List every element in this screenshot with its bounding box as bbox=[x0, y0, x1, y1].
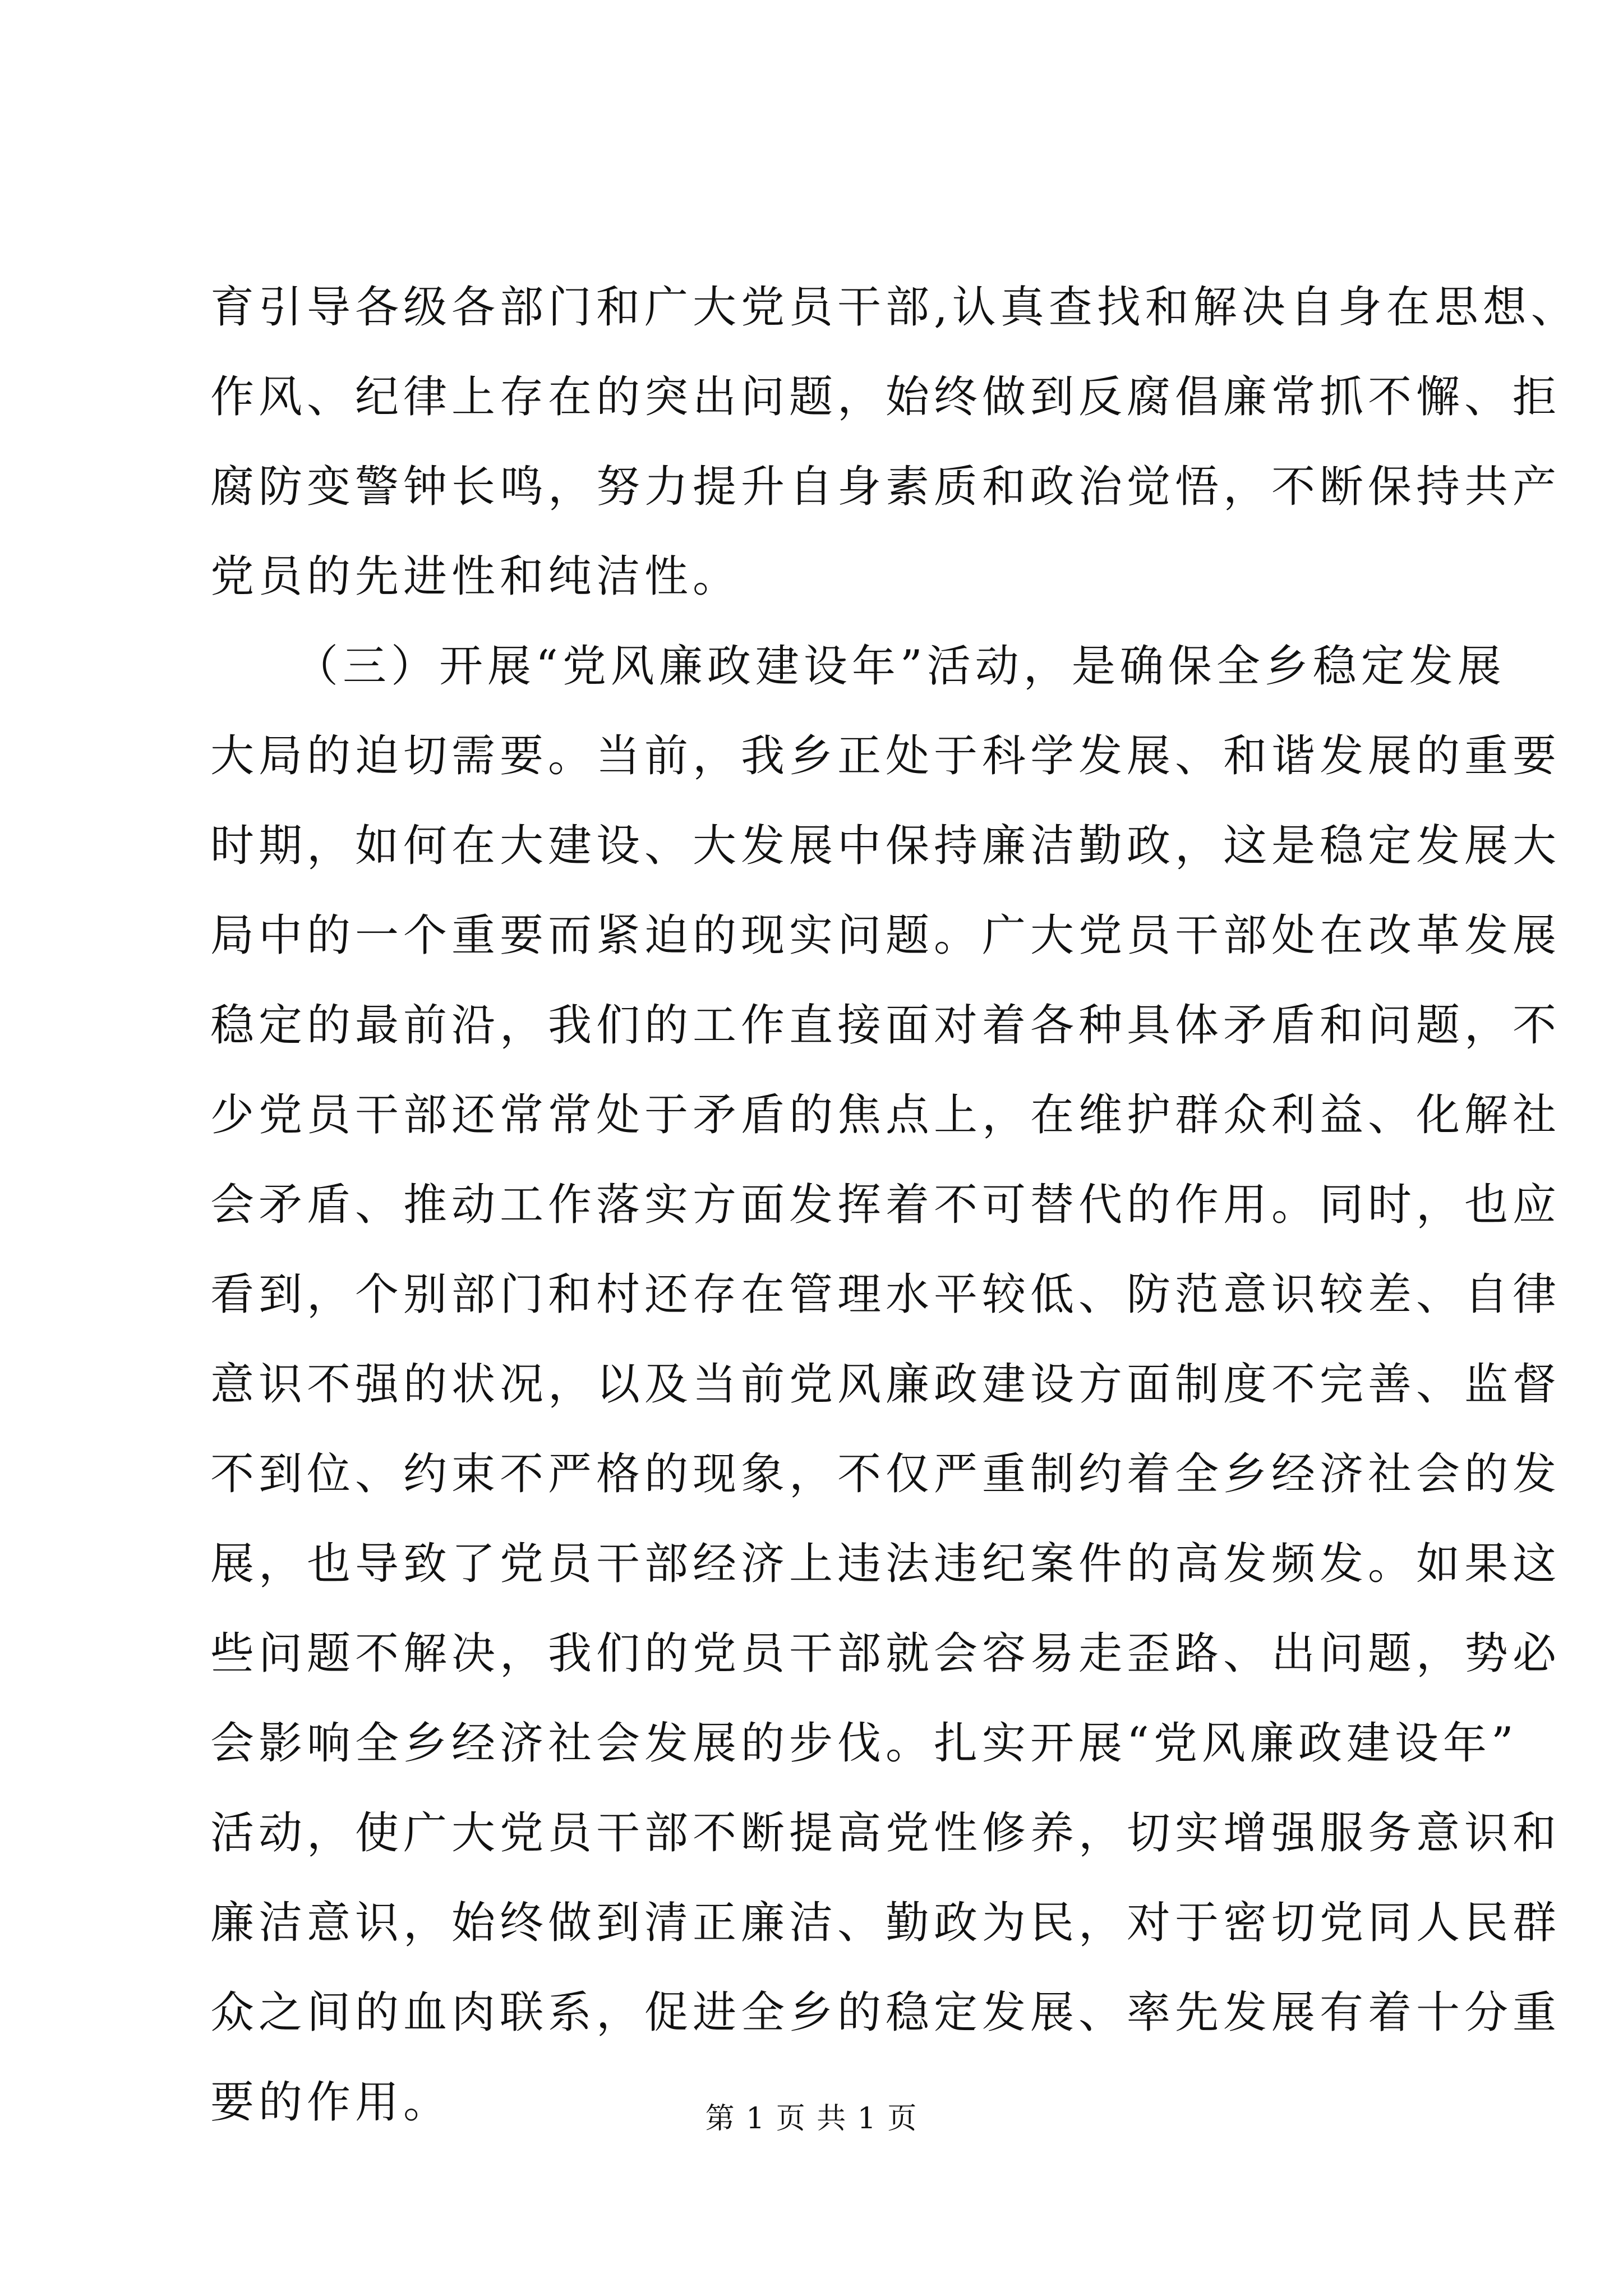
text-line: 看到，个别部门和村还存在管理水平较低、防范意识较差、自律 bbox=[210, 1269, 1561, 1320]
paragraph-heading-line: （三）开展“党风廉政建设年”活动，是确保全乡稳定发展 bbox=[294, 641, 1506, 692]
text-line: 大局的迫切需要。当前，我乡正处于科学发展、和谐发展的重要 bbox=[210, 731, 1561, 781]
text-line: 局中的一个重要而紧迫的现实问题。广大党员干部处在改革发展 bbox=[210, 910, 1561, 961]
text-line: 党员的先进性和纯洁性。 bbox=[210, 551, 741, 602]
text-line: 稳定的最前沿，我们的工作直接面对着各种具体矛盾和问题，不 bbox=[210, 1000, 1561, 1051]
text-line: 作风、纪律上存在的突出问题，始终做到反腐倡廉常抓不懈、拒 bbox=[210, 372, 1561, 422]
page-number-footer: 第 1 页 共 1 页 bbox=[705, 2102, 918, 2136]
text-line: 会矛盾、推动工作落实方面发挥着不可替代的作用。同时，也应 bbox=[210, 1180, 1561, 1230]
text-line: 活动，使广大党员干部不断提高党性修养，切实增强服务意识和 bbox=[210, 1808, 1561, 1858]
text-line: 育引导各级各部门和广大党员干部,认真查找和解决自身在思想、 bbox=[210, 282, 1579, 333]
text-line: 会影响全乡经济社会发展的步伐。扎实开展“党风廉政建设年” bbox=[210, 1718, 1518, 1769]
text-line: 不到位、约束不严格的现象，不仅严重制约着全乡经济社会的发 bbox=[210, 1449, 1561, 1499]
text-line: 腐防变警钟长鸣，努力提升自身素质和政治觉悟，不断保持共产 bbox=[210, 462, 1561, 512]
text-line: 廉洁意识，始终做到清正廉洁、勤政为民，对于密切党同人民群 bbox=[210, 1898, 1561, 1948]
text-line: 时期，如何在大建设、大发展中保持廉洁勤政，这是稳定发展大 bbox=[210, 821, 1561, 871]
text-line: 众之间的血肉联系，促进全乡的稳定发展、率先发展有着十分重 bbox=[210, 1987, 1561, 2038]
text-line: 些问题不解决，我们的党员干部就会容易走歪路、出问题，势必 bbox=[210, 1628, 1561, 1679]
text-line: 少党员干部还常常处于矛盾的焦点上，在维护群众利益、化解社 bbox=[210, 1090, 1561, 1140]
text-line: 要的作用。 bbox=[210, 2077, 452, 2128]
text-line: 意识不强的状况，以及当前党风廉政建设方面制度不完善、监督 bbox=[210, 1359, 1561, 1410]
text-line: 展，也导致了党员干部经济上违法违纪案件的高发频发。如果这 bbox=[210, 1539, 1561, 1589]
document-body bbox=[210, 263, 1579, 2147]
